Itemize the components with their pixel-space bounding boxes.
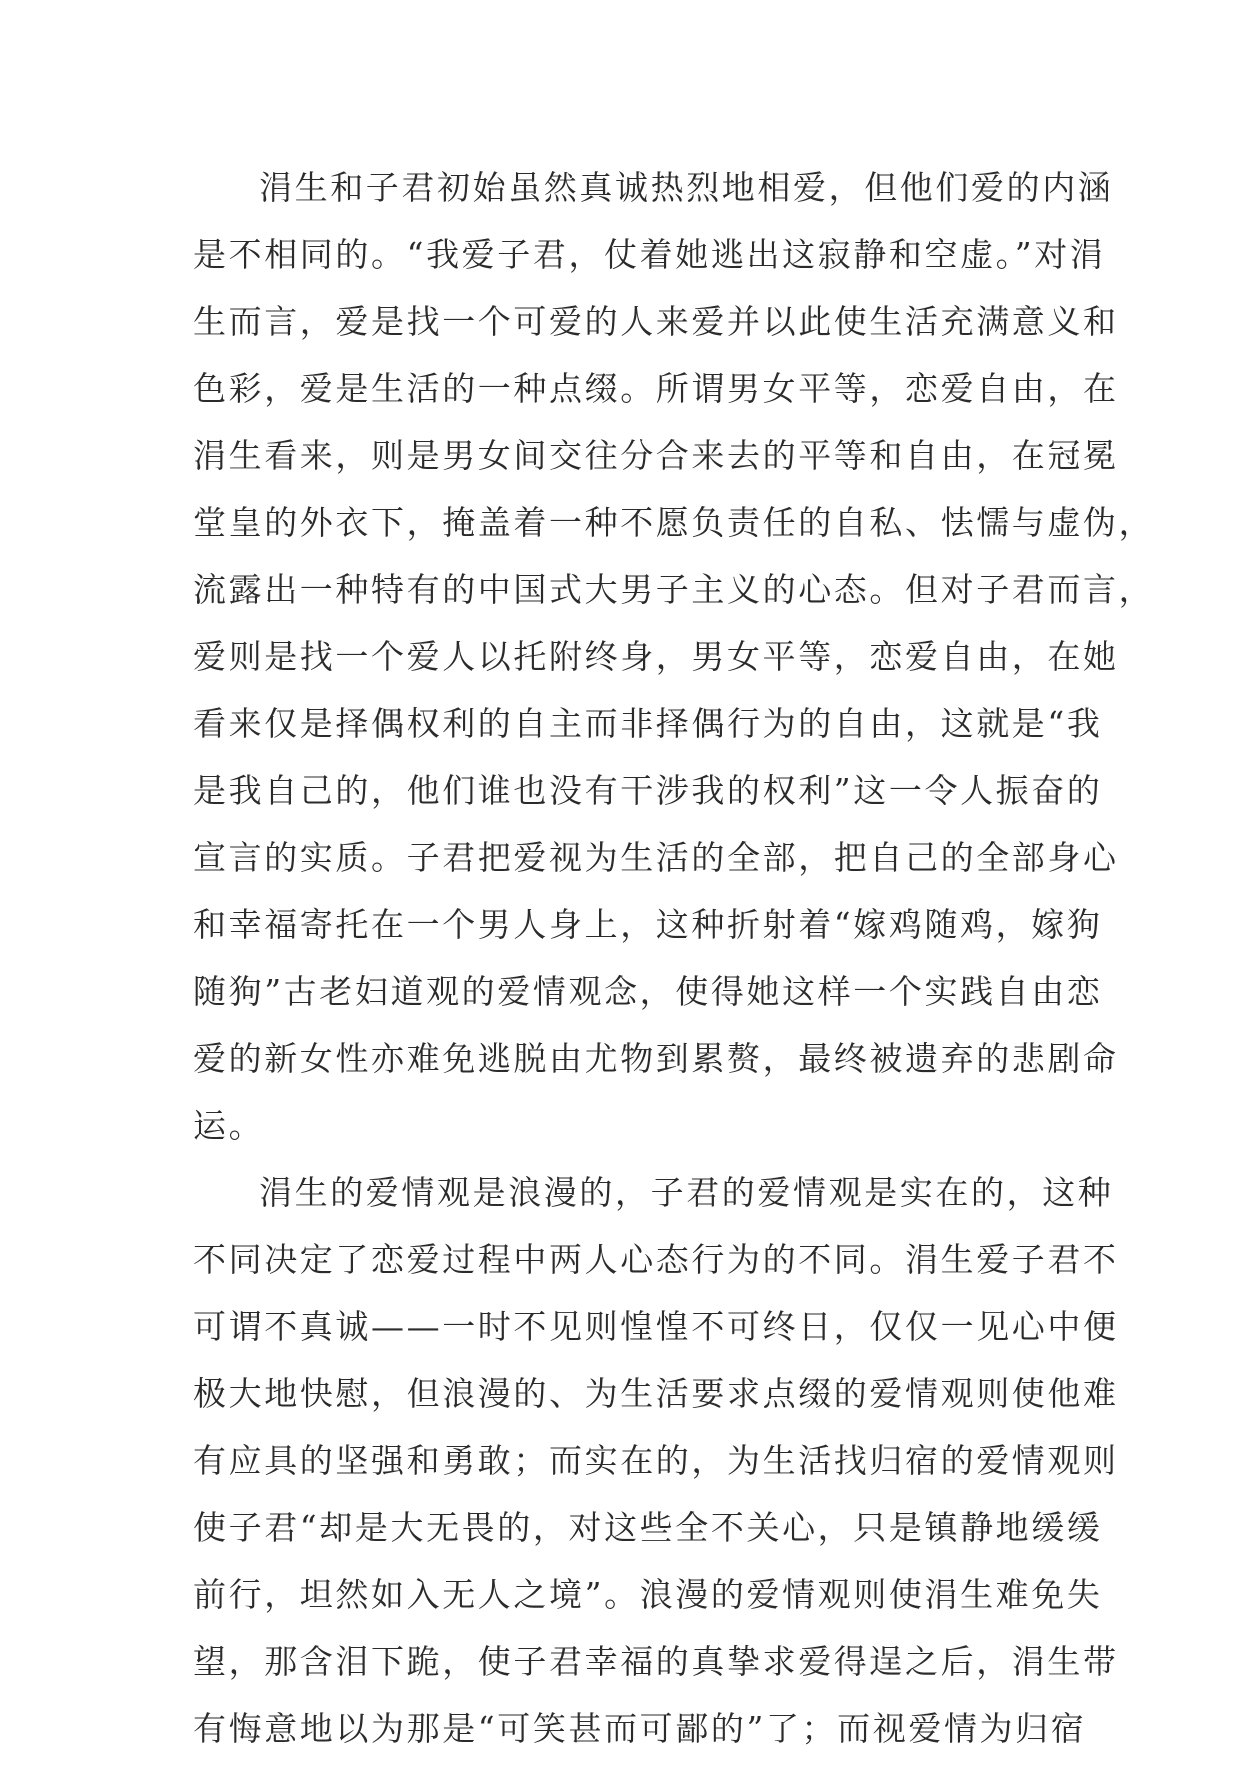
text-line: 涓生和子君初始虽然真诚热烈地相爱，但他们爱的内涵 <box>259 168 1114 207</box>
text-line: 生而言，爱是找一个可爱的人来爱并以此使生活充满意义和 <box>193 302 1119 341</box>
text-line: 望，那含泪下跪，使子君幸福的真挚求爱得逞之后，涓生带 <box>193 1642 1119 1681</box>
text-line: 前行，坦然如入无人之境”。浪漫的爱情观则使涓生难免失 <box>193 1575 1103 1614</box>
text-line: 爱的新女性亦难免逃脱由尤物到累赘，最终被遗弃的悲剧命 <box>193 1039 1119 1078</box>
text-line: 运。 <box>193 1106 265 1145</box>
text-line: 和幸福寄托在一个男人身上，这种折射着“嫁鸡随鸡，嫁狗 <box>193 905 1103 944</box>
text-line: 不同决定了恋爱过程中两人心态行为的不同。涓生爱子君不 <box>193 1240 1119 1279</box>
text-line: 涓生看来，则是男女间交往分合来去的平等和自由，在冠冕 <box>193 436 1119 475</box>
text-line: 可谓不真诚——一时不见则惶惶不可终日，仅仅一见心中便 <box>193 1307 1119 1346</box>
text-line: 是我自己的，他们谁也没有干涉我的权利”这一令人振奋的 <box>193 771 1103 810</box>
text-line: 有应具的坚强和勇敢；而实在的，为生活找归宿的爱情观则 <box>193 1441 1119 1480</box>
text-line: 随狗”古老妇道观的爱情观念，使得她这样一个实践自由恋 <box>193 972 1103 1011</box>
body-text <box>193 162 1155 1770</box>
text-line: 堂皇的外衣下，掩盖着一种不愿负责任的自私、怯懦与虚伪， <box>193 503 1155 542</box>
paragraph-1 <box>193 162 1155 1167</box>
text-line: 极大地快慰，但浪漫的、为生活要求点缀的爱情观则使他难 <box>193 1374 1119 1413</box>
text-line: 使子君“却是大无畏的，对这些全不关心，只是镇静地缓缓 <box>193 1508 1103 1547</box>
text-line: 流露出一种特有的中国式大男子主义的心态。但对子君而言， <box>193 570 1155 609</box>
text-line: 宣言的实质。子君把爱视为生活的全部，把自己的全部身心 <box>193 838 1119 877</box>
paragraph-2 <box>193 1167 1119 1770</box>
text-line: 爱则是找一个爱人以托附终身，男女平等，恋爱自由，在她 <box>193 637 1119 676</box>
text-line: 看来仅是择偶权利的自主而非择偶行为的自由，这就是“我 <box>193 704 1103 743</box>
text-line: 是不相同的。“我爱子君，仗着她逃出这寂静和空虚。”对涓 <box>193 235 1106 274</box>
text-line: 有悔意地以为那是“可笑甚而可鄙的”了；而视爱情为归宿 <box>193 1709 1087 1748</box>
text-line: 涓生的爱情观是浪漫的，子君的爱情观是实在的，这种 <box>259 1173 1114 1212</box>
text-line: 色彩，爱是生活的一种点缀。所谓男女平等，恋爱自由，在 <box>193 369 1119 408</box>
